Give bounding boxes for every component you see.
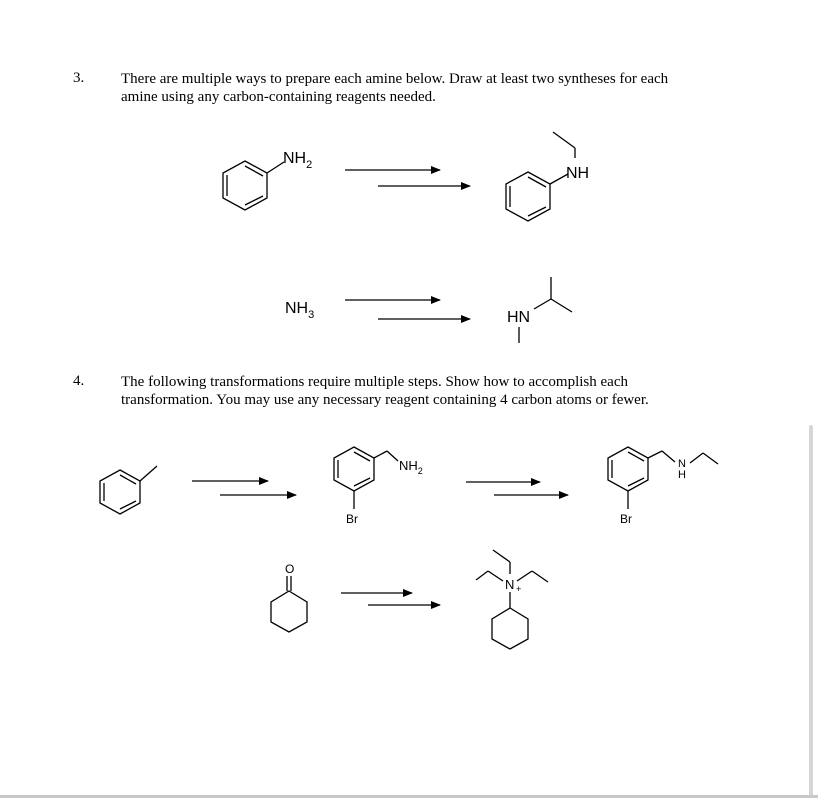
vertical-scrollbar[interactable] [809, 425, 813, 797]
question-4-number: 4. [73, 373, 85, 389]
quaternary-ammonium-structure [476, 550, 548, 649]
n-ethyl-3-bromobenzylamine-structure [608, 447, 718, 509]
bottom-divider [0, 795, 818, 798]
n-propylbenzylamine-structure [506, 132, 575, 221]
ammonium-charge: + [516, 584, 522, 594]
nh-label: NH [566, 165, 590, 182]
br-label-2: Br [620, 512, 632, 526]
question-4-line-2: transformation. You may use any necessary reagent containing 4 carbon atoms or fewer. [121, 392, 649, 408]
reaction-arrows-q4-2 [466, 482, 568, 495]
nh-vertical-h: H [678, 469, 686, 481]
question-4-line-1: The following transformations require multiple steps. Show how to accomplish each [121, 374, 628, 390]
3-bromobenzylamine-structure [334, 447, 398, 509]
benzylamine-structure [223, 161, 284, 210]
nh2-label: $NH_2$ [283, 150, 313, 171]
question-3-line-2: amine using any carbon-containing reagents needed. [121, 89, 436, 105]
reaction-arrows-q3-1 [345, 170, 470, 186]
question-3-line-1: There are multiple ways to prepare each amine below. Draw at least two syntheses for each [121, 71, 669, 87]
reaction-arrows-q4-1 [192, 481, 296, 495]
toluene-structure [100, 466, 157, 514]
hn-label: HN [507, 309, 531, 326]
question-3-number: 3. [73, 70, 85, 86]
nh2-q4-label: $NH_2$ [399, 458, 423, 476]
br-label-1: Br [346, 512, 358, 526]
nh-vertical-n: N [678, 458, 686, 470]
reaction-arrows-q4-3 [341, 593, 440, 605]
reaction-arrows-q3-2 [345, 300, 470, 319]
carbonyl-o-label: O [285, 562, 295, 576]
ammonium-n-label: N [505, 577, 515, 592]
cyclohexanone-structure [271, 576, 307, 632]
nh3-label: $NH_3$ [285, 300, 315, 321]
